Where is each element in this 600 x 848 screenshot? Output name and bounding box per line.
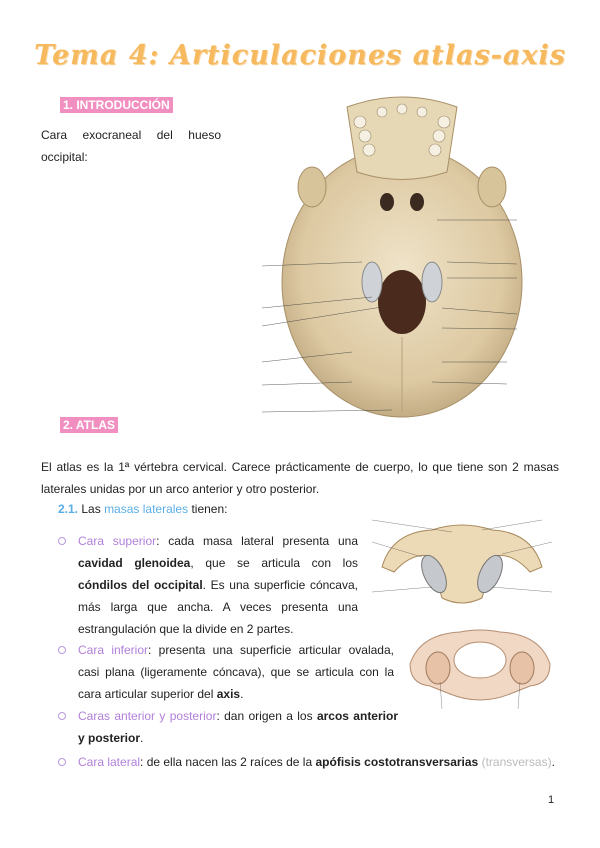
- atlas-superior-figure: [362, 512, 562, 620]
- bullet-text: . Es una superficie cóncava, más larga que ancha. A veces presenta una estrangulación que la divide en 2 partes.: [78, 578, 358, 636]
- atlas-paragraph: El atlas es la 1ª vértebra cervical. Carece prácticamente de cuerpo, lo que tiene son 2 masas laterales unidas por un arco anterior y otro posterior.: [41, 460, 559, 496]
- bullet-text: .: [551, 755, 555, 769]
- bullet-grey-text: (transversas): [481, 755, 552, 769]
- bullet-text: .: [140, 731, 144, 745]
- bullet-circle-icon: [58, 537, 66, 545]
- subsection-pre: Las: [81, 502, 101, 516]
- bullet-bold: cavidad glenoidea: [78, 556, 191, 570]
- bullet-caras-anterior-posterior: [58, 705, 398, 749]
- atlas-inferior-figure: [400, 624, 560, 716]
- bullet-bold: arcos anterior y posterior: [78, 709, 398, 745]
- bullet-term: Caras anterior y posterior: [78, 709, 217, 723]
- bullet-text: : dan origen a los: [216, 709, 317, 723]
- skull-base-figure: [232, 92, 562, 428]
- bullet-bold: cóndilos del occipital: [78, 578, 203, 592]
- bullet-term: Cara lateral: [78, 755, 141, 769]
- bullet-circle-icon: [58, 646, 66, 654]
- bullet-circle-icon: [58, 712, 66, 720]
- bullet-term: Cara inferior: [78, 643, 148, 657]
- page-title: Tema 4: Articulaciones atlas-axis: [34, 40, 566, 71]
- page-number: 1: [548, 794, 555, 806]
- bullet-text: : de ella nacen las 2 raíces de la: [140, 755, 316, 769]
- bullet-text: : presenta una superficie articular ovalada, casi plana (ligeramente cóncava), que se articula con la cara articular superior del: [78, 643, 394, 701]
- subsection-post: tienen:: [191, 502, 228, 516]
- bullet-cara-inferior: [58, 639, 394, 705]
- bullet-bold: apófisis costotransversarias: [315, 755, 479, 769]
- subsection-number: 2.1.: [58, 502, 79, 516]
- bullet-bold: axis: [216, 687, 241, 701]
- bullet-text: : cada masa lateral presenta una: [156, 534, 358, 548]
- bullet-circle-icon: [58, 758, 66, 766]
- subsection-highlight: masas laterales: [104, 502, 189, 516]
- section-heading-atlas: 2. ATLAS: [60, 417, 118, 433]
- bullet-text: , que se articula con los: [190, 556, 358, 570]
- bullet-cara-lateral: [58, 751, 558, 773]
- bullet-text: .: [240, 687, 244, 701]
- section-heading-introduccion: 1. INTRODUCCIÓN: [60, 97, 173, 113]
- bullet-term: Cara superior: [78, 534, 157, 548]
- bullet-cara-superior: [58, 530, 358, 640]
- subsection-2-1: [58, 502, 227, 516]
- intro-paragraph: Cara exocraneal del hueso occipital:: [41, 128, 221, 164]
